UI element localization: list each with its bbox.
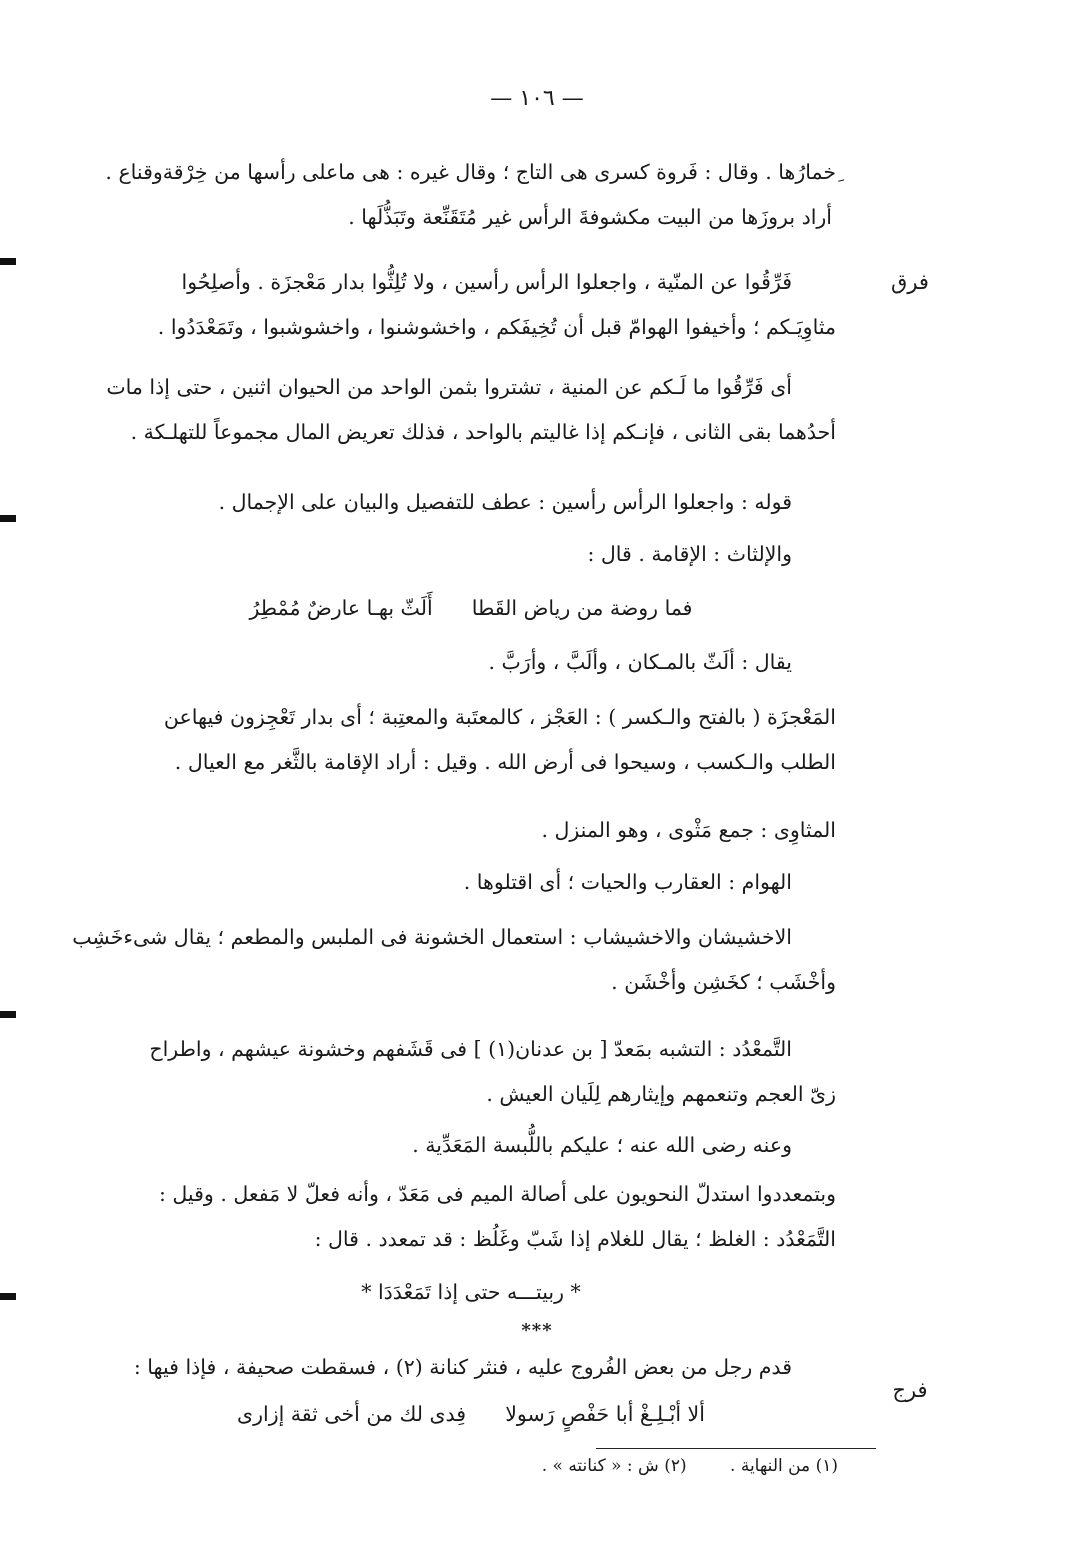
top-paragraph (106, 150, 836, 240)
text-line: المَعْجزَة ( بالفتح والـكسر ) : العَجْز ، كالمعتَبة والمعتِبة ؛ أى بدار تَعْجِزون فيهاعن (163, 705, 836, 729)
text-line: الاخشيشان والاخشيشاب : استعمال الخشونة فى الملبس والمطعم ؛ يقال شىءخَشِب (72, 925, 792, 949)
ilthath-line: والإلثاث : الإقامة . قال : (587, 542, 792, 566)
wabitamaddadu-paragraph (106, 1172, 836, 1262)
qawluhu-line: قوله : واجعلوا الرأس رأسين : عطف للتفصيل والبيان على الإجمال . (218, 490, 792, 514)
scan-edge-mark (0, 1293, 16, 1300)
section-separator: *** (521, 1320, 553, 1341)
text-line: أى فَرِّقُوا ما لَـكم عن المنية ، تشتروا بثمن الواحد من الحيوان اثنين ، حتى إذا مات (106, 375, 792, 399)
text-line: مثاوِيَـكم ؛ وأخيفوا الهوامّ قبل أن تُخِيفَكم ، واخشوشنوا ، واخشوشبوا ، وتَمَعْدَدُوا . (157, 315, 836, 339)
text-line: التَّمَعْدُد : الغلظ ؛ يقال للغلام إذا شَبّ وغَلُظ : قد تمعدد . قال : (314, 1227, 836, 1251)
verse-one: فما روضة من رياض القَطا أَلَثّ بهـا عارضٌ مُمْطِرُ (249, 596, 693, 620)
text-line: التَّمعْدُد : التشبه بمَعدّ [ بن عدنان(١) ] فى قَشَفهم وخشونة عيشهم ، واطراح (149, 1037, 792, 1061)
ikhshishan-paragraph (72, 915, 836, 1005)
page-number: — ١٠٦ — (490, 86, 584, 111)
footnote-two: (٢) ش : « كنانته » . (541, 1456, 687, 1476)
scan-edge-mark (0, 258, 16, 265)
text-line: أحدُهما بقى الثانى ، فإنـكم إذا غاليتم بالواحد ، فذلك تعريض المال مجموعاً للتهلـكة . (130, 420, 836, 444)
text-line: زىّ العجم وتنعمهم وإيثارهم لِلَيان العيش . (486, 1082, 836, 1106)
tamaddud-paragraph (106, 1027, 836, 1117)
footnote-divider (596, 1448, 876, 1449)
text-line: فَرِّقُوا عن المنّية ، واجعلوا الرأس رأسين ، ولا تُلِثُّوا بدار مَعْجزَة . وأصلِحُوا (181, 270, 792, 294)
verse-two: * ربيتـــه حتى إذا تَمَعْدَدَا * (361, 1280, 581, 1304)
text-line: الطلب والـكسب ، وسيحوا فى أرض الله . وقيل : أراد الإقامة بالثَّغر مع العيال . (174, 750, 836, 774)
footnotes (504, 1456, 838, 1476)
majzah-paragraph (106, 695, 836, 785)
scan-edge-mark (0, 1011, 16, 1018)
scan-edge-mark (0, 515, 16, 522)
text-line: وأخْشَب ؛ كخَشِن وأخْشَن . (611, 970, 836, 994)
hawam-line: الهوام : العقارب والحيات ؛ أى اقتلوها . (463, 870, 792, 894)
yuqal-line: يقال : ألَثّ بالمـكان ، وألَبَّ ، وأرَبَّ . (488, 650, 792, 674)
bottom-paragraph (106, 1345, 836, 1390)
hadith-paragraph (106, 260, 836, 350)
text-line: وبتمعددوا استدلّ النحويون على أصالة الميم فى مَعَدّ ، وأنه فعلّ لا مَفعل . وقيل : (158, 1182, 836, 1206)
text-line: ِخمارُها . وقال : فَروة كسرى هى التاج ؛ وقال غيره : هى ماعلى رأسها من خِرْقةوقناع . (105, 160, 836, 184)
margin-heading-faraj: فرج (892, 1378, 928, 1402)
explanation-paragraph (106, 365, 836, 455)
text-line: قدم رجل من بعض الفُروج عليه ، فنثر كنانة (٢) ، فسقطت صحيفة ، فإذا فيها : (133, 1355, 792, 1379)
margin-heading-farriq: فرق (891, 270, 929, 294)
waanhu-line: وعنه رضى الله عنه ؛ عليكم باللُّبسة المَعَدِّية . (412, 1133, 792, 1157)
mathawi-line: المثاوِى : جمع مَثْوى ، وهو المنزل . (541, 818, 836, 842)
verse-three: ألا أبْـلِـغْ أبا حَفْصٍ رَسولا فِدى لك من أخى ثقة إزارى (237, 1402, 705, 1426)
text-line: أراد بروزَها من البيت مكشوفةَ الرأس غير مُتَقَنِّعة وتَبَذُّلَها . (348, 205, 832, 229)
footnote-one: (١) من النهاية . (730, 1456, 838, 1476)
